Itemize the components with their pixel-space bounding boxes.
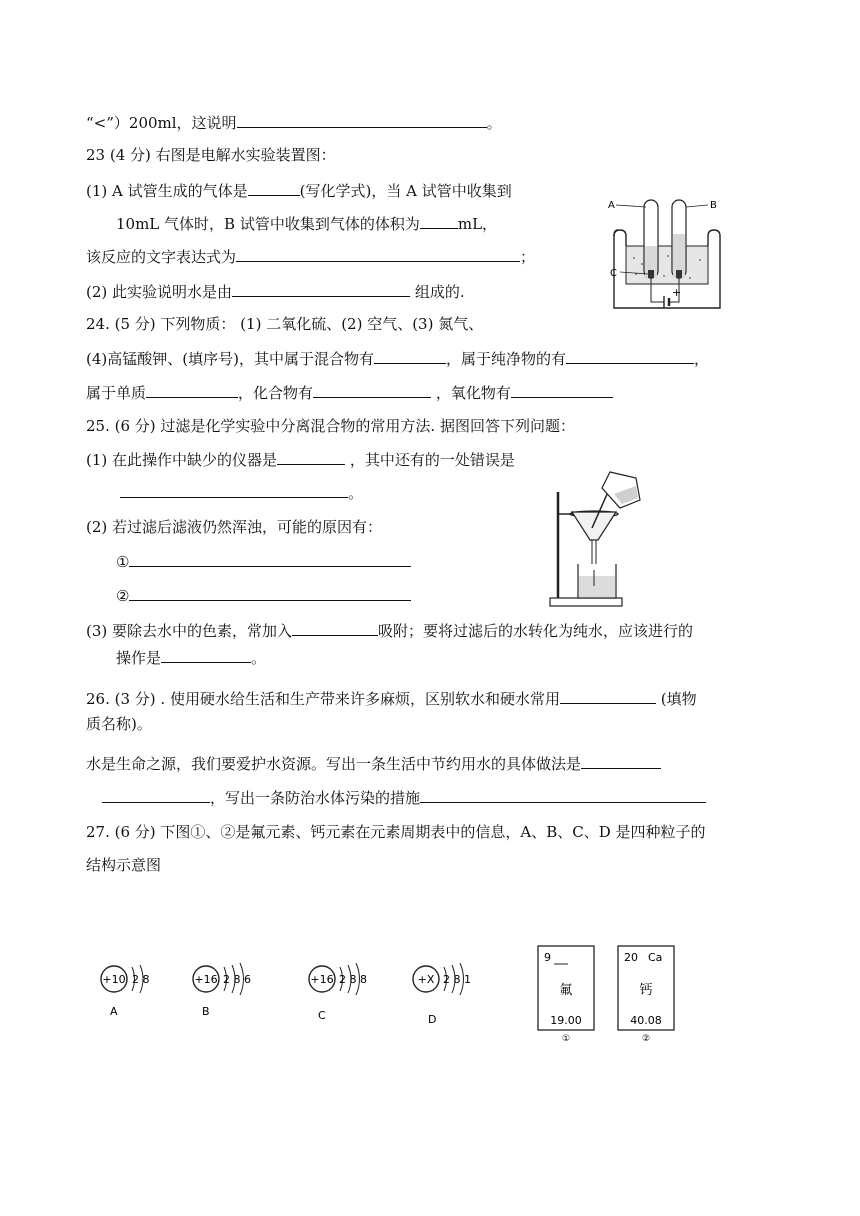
diagram-label: B — [202, 1005, 210, 1018]
question-27-title: 27. (6 分) 下图①、②是氟元素、钙元素在元素周期表中的信息，A、B、C、D 是四种粒子的 — [86, 823, 706, 841]
nucleus-charge: +X — [417, 973, 435, 986]
text-line: ② — [116, 585, 411, 606]
text-line: 水是生命之源，我们要爱护水资源。写出一条生活中节约用水的具体做法是 — [86, 753, 661, 774]
answer-blank[interactable] — [248, 180, 300, 196]
text-line: ① — [116, 551, 411, 572]
diagram-label: A — [110, 1005, 118, 1018]
text-line: 该反应的文字表达式为 ； — [86, 248, 536, 266]
cell-mark: ① — [561, 1034, 571, 1044]
nucleus-charge: +16 — [194, 973, 218, 986]
answer-blank[interactable] — [560, 688, 656, 704]
answer-blank[interactable] — [374, 348, 446, 364]
atom-diagram-b — [193, 963, 251, 1018]
shell-electrons: 2 8 1 — [443, 973, 471, 986]
text-line: 。 — [120, 482, 363, 503]
answer-blank[interactable] — [120, 482, 348, 498]
answer-blank[interactable] — [511, 382, 613, 398]
atomic-number: 9 — [544, 951, 551, 964]
question-23-title: 23 (4 分) 右图是电解水实验装置图： — [86, 146, 336, 164]
tube-b-label: B — [710, 200, 717, 211]
element-cell-fluorine — [538, 946, 594, 1044]
question-24-title: 24. (5 分) 下列物质： (1) 二氧化硫、(2) 空气、(3) 氮气、 — [86, 315, 484, 333]
text-line: 结构示意图 — [86, 856, 162, 874]
shell-electrons: 2 8 — [132, 973, 150, 986]
question-25-title: 25. (6 分) 过滤是化学实验中分离混合物的常用方法. 据图回答下列问题： — [86, 417, 575, 435]
answer-blank[interactable] — [129, 585, 411, 601]
nucleus-charge: +16 — [310, 973, 334, 986]
nucleus-charge: +10 — [102, 973, 126, 986]
atom-diagram-a — [101, 965, 150, 1018]
answer-blank[interactable] — [232, 281, 410, 297]
text-line: (2) 此实验说明水是由 组成的. — [86, 283, 465, 301]
positive-terminal-label: + — [672, 286, 682, 299]
atomic-mass: 40.08 — [630, 1014, 662, 1027]
answer-blank[interactable] — [237, 112, 487, 128]
electrode-c-label: C — [610, 268, 617, 279]
element-symbol: Ca — [648, 951, 663, 964]
answer-blank[interactable] — [566, 348, 694, 364]
text-line: 26. (3 分) . 使用硬水给生活和生产带来许多麻烦，区别软水和硬水常用 (填物 — [86, 690, 697, 708]
answer-blank[interactable] — [129, 551, 411, 567]
filtration-apparatus-figure — [548, 470, 644, 610]
text-line: “<”）200ml，这说明 。 — [86, 114, 502, 132]
answer-blank[interactable] — [146, 382, 238, 398]
answer-blank[interactable] — [313, 382, 431, 398]
atom-structure-diagrams — [90, 955, 490, 1045]
element-name: 钙 — [639, 983, 653, 998]
cell-mark: ② — [641, 1034, 651, 1044]
tube-a-label: A — [608, 200, 615, 211]
shell-electrons: 2 8 8 — [339, 973, 367, 986]
text-line: (1) 在此操作中缺少的仪器是 ，其中还有的一处错误是 — [86, 451, 515, 469]
answer-blank[interactable] — [581, 753, 661, 769]
text-line: (1) A 试管生成的气体是 (写化学式)，当 A 试管中收集到 — [86, 182, 512, 200]
text-line: ，写出一条防治水体污染的措施 — [102, 787, 706, 808]
text-line: (4)高锰酸钾、(填序号)，其中属于混合物有 ，属于纯净物的有 ， — [86, 350, 709, 368]
atom-diagram-d — [413, 963, 471, 1026]
text-line: 操作是 。 — [116, 649, 267, 667]
element-name: 氟 — [559, 983, 573, 998]
atom-diagram-c — [309, 963, 367, 1022]
atomic-number: 20 — [624, 951, 638, 964]
diagram-label: C — [318, 1009, 326, 1022]
answer-blank[interactable] — [161, 647, 251, 663]
atomic-mass: 19.00 — [550, 1014, 582, 1027]
answer-blank[interactable] — [236, 246, 520, 262]
answer-blank[interactable] — [420, 213, 458, 229]
answer-blank[interactable] — [277, 449, 345, 465]
text-line: (3) 要除去水中的色素，常加入 吸附；要将过滤后的水转化为纯水，应该进行的 — [86, 622, 694, 640]
text-line: (2) 若过滤后滤液仍然浑浊，可能的原因有： — [86, 518, 383, 536]
shell-electrons: 2 8 6 — [223, 973, 251, 986]
text-line: 10mL 气体时，B 试管中收集到气体的体积为 mL， — [116, 215, 498, 233]
answer-blank[interactable] — [420, 787, 706, 803]
answer-blank[interactable] — [102, 787, 210, 803]
text-line: 质名称)。 — [86, 715, 152, 733]
answer-blank[interactable] — [292, 620, 378, 636]
electrolysis-apparatus-figure — [608, 190, 726, 318]
text-line: 属于单质 ，化合物有 ，氧化物有 — [86, 382, 613, 403]
periodic-table-cells — [536, 944, 700, 1044]
diagram-label: D — [428, 1013, 437, 1026]
element-cell-calcium — [618, 946, 674, 1044]
